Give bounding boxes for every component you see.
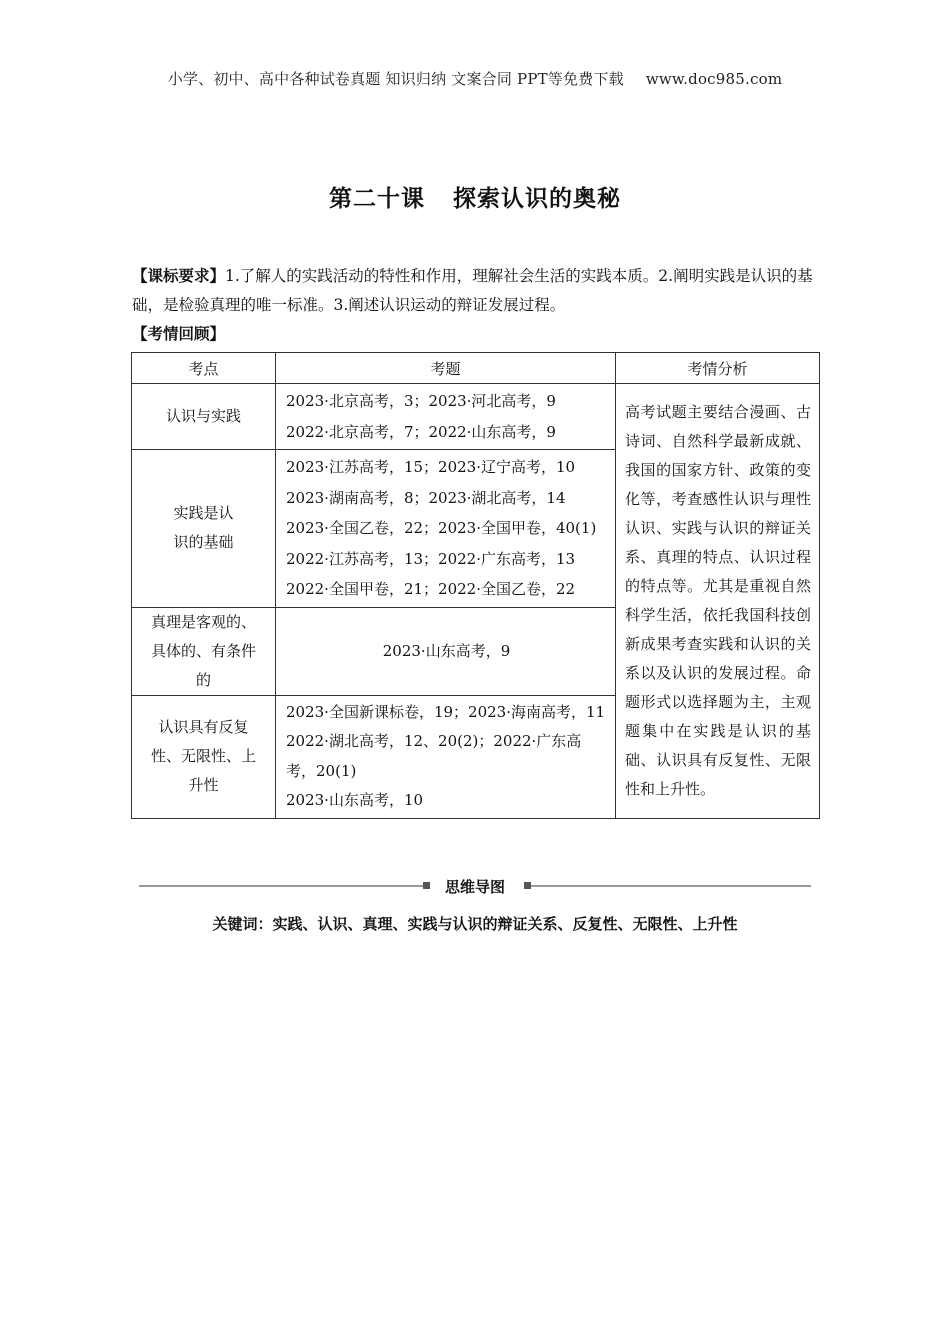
exam-questions-cell [276, 695, 616, 818]
mindmap-keywords: 关键词：实践、认识、真理、实践与认识的辩证关系、反复性、无限性、上升性 [212, 915, 738, 933]
point-line: 性、无限性、上 [150, 747, 256, 765]
question-line: 2023·湖南高考，8；2023·湖北高考，14 [286, 488, 566, 507]
divider-square-left-icon [423, 882, 430, 889]
page-header [0, 68, 950, 89]
page-title [0, 180, 950, 213]
requirements-text: 1.了解人的实践活动的特性和作用，理解社会生活的实践本质。2.阐明实践是认识的基础，是检验真理的唯一标准。3.阐述认识运动的辩证发展过程。 [132, 267, 813, 314]
divider-square-right-icon [524, 882, 531, 889]
question-line: 2022·北京高考，7；2022·山东高考，9 [286, 422, 556, 441]
exam-questions-cell: 2023·山东高考，9 [276, 607, 616, 695]
header-site-link[interactable]: www.doc985.com [645, 70, 783, 88]
point-line: 认识具有反复 [158, 718, 249, 736]
question-line: 2023·全国新课标卷，19；2023·海南高考，11 [286, 702, 606, 721]
table-row [132, 384, 820, 450]
header-cell: 考情分析 [616, 353, 820, 384]
point-line: 具体的、有条件 [150, 641, 256, 660]
exam-review-table [131, 352, 820, 819]
curriculum-requirements [132, 262, 822, 320]
question-line: 2023·山东高考，10 [286, 791, 424, 809]
exam-questions-cell [276, 450, 616, 608]
header-cell: 考题 [276, 353, 616, 384]
header-text: 小学、初中、高中各种试卷真题 知识归纳 文案合同 PPT等免费下载 [167, 70, 624, 88]
exam-questions-cell [276, 384, 616, 450]
exam-point-cell [132, 607, 276, 695]
exam-point-cell [132, 695, 276, 818]
lesson-topic: 探索认识的奥秘 [453, 186, 621, 212]
divider-line-left [139, 885, 423, 887]
mindmap-title: 思维导图 [444, 878, 505, 896]
exam-point-cell [132, 450, 276, 608]
lesson-number: 第二十课 [329, 186, 425, 212]
point-line: 升性 [188, 776, 219, 794]
question-line: 2022·湖北高考，12、20(2)；2022·广东高考，20(1) [286, 732, 582, 780]
point-line: 实践是认 [173, 504, 234, 523]
exam-point-cell: 认识与实践 [132, 384, 276, 450]
question-line: 2022·江苏高考，13；2022·广东高考，13 [286, 549, 576, 568]
exam-analysis-cell: 高考试题主要结合漫画、古诗词、自然科学最新成就、我国的国家方针、政策的变化等，考查感性认识与理性认识、实践与认识的辩证关系、真理的特点、认识过程的特点等。尤其是重视自然科学生活，依托我国科技创新成果考查实践和认识的关系以及认识的发展过程。命题形式以选择题为主，主观题集中在实践是认识的基础、认识具有反复性、无限性和上升性。 [616, 384, 820, 819]
point-line: 真理是客观的、 [150, 612, 256, 631]
point-line: 识的基础 [173, 533, 234, 552]
question-line: 2022·全国甲卷，21；2022·全国乙卷，22 [286, 580, 576, 598]
divider-line-right [531, 885, 811, 887]
question-line: 2023·全国乙卷，22；2023·全国甲卷，40(1) [286, 519, 597, 537]
question-line: 2023·北京高考，3；2023·河北高考，9 [286, 392, 556, 410]
exam-review-label: 【考情回顾】 [132, 325, 226, 343]
mindmap-divider [139, 876, 811, 896]
question-line: 2023·江苏高考，15；2023·辽宁高考，10 [286, 458, 576, 476]
requirements-label: 【课标要求】 [132, 267, 226, 285]
point-line: 的 [195, 670, 211, 689]
table-header-row [132, 353, 820, 384]
header-cell: 考点 [132, 353, 276, 384]
